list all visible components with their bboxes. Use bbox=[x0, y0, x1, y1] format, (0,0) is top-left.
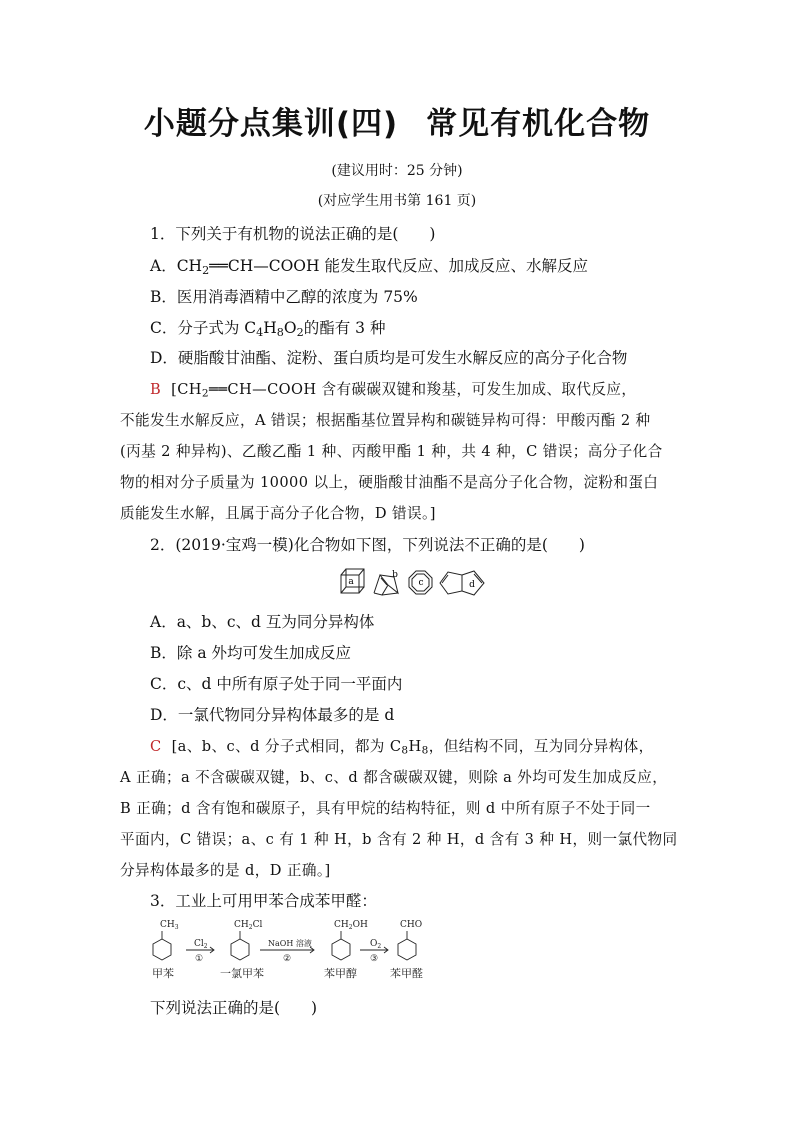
q2-explanation-line-1: C [a、b、c、d 分子式相同，都为 $C_8H_8$，但结构不同，互为同分异构体， bbox=[150, 738, 654, 757]
svg-text:苯甲醛: 苯甲醛 bbox=[390, 967, 423, 980]
q2-explanation-line-4: 平面内，C 错误；a、c 有 1 种 H，b 含有 2 种 H，d 含有 3 种 H，则一氯代物同 bbox=[120, 831, 678, 848]
q1-answer: B bbox=[150, 381, 162, 398]
svg-text:③: ③ bbox=[370, 954, 379, 964]
svg-text:苯甲醇: 苯甲醇 bbox=[324, 967, 357, 980]
q2-answer: C bbox=[150, 738, 162, 755]
svg-text:②: ② bbox=[283, 954, 292, 964]
label-c: c bbox=[418, 578, 424, 588]
time-note: (建议用时：25 分钟) bbox=[331, 163, 463, 179]
svg-text:CH2OH: $CH_2OH$ bbox=[334, 920, 368, 931]
q2-structures-figure bbox=[336, 563, 488, 603]
q1-explanation-line-3: (丙基 2 种异构)、乙酸乙酯 1 种、丙酸甲酯 1 种，共 4 种，C 错误；高分子化合 bbox=[120, 443, 663, 460]
svg-text:甲苯: 甲苯 bbox=[152, 967, 174, 980]
q2-option-b: B．除 a 外均可发生加成反应 bbox=[150, 644, 351, 662]
label-b: b bbox=[392, 570, 398, 580]
q2-explanation-line-2: A 正确；a 不含碳碳双键，b、c、d 都含碳碳双键，则除 a 外均可发生加成反应， bbox=[120, 769, 668, 786]
page-title bbox=[0, 98, 794, 143]
q1-option-c: C．分子式为 $C_4H_8O_2$的酯有 3 种 bbox=[150, 319, 386, 339]
svg-text:NaOH 溶液: NaOH 溶液 bbox=[268, 939, 312, 948]
label-a: a bbox=[348, 577, 354, 587]
svg-text:CH2Cl: $CH_2Cl$ bbox=[234, 920, 263, 931]
svg-text:CHO: CHO bbox=[400, 920, 423, 930]
q2-explanation-line-5: 分异构体最多的是 d，D 正确。] bbox=[120, 862, 331, 879]
svg-text:CH3: $CH_3$ bbox=[160, 920, 179, 931]
q2-explanation-line-3: B 正确；d 含有饱和碳原子，具有甲烷的结构特征，则 d 中所有原子不处于同一 bbox=[120, 800, 651, 817]
label-d: d bbox=[469, 580, 475, 590]
svg-text:Cl2: $Cl_2$ bbox=[194, 939, 208, 950]
svg-text:①: ① bbox=[195, 954, 204, 964]
structure-d bbox=[440, 571, 484, 595]
q1-option-d: D．硬脂酸甘油酯、淀粉、蛋白质均是可发生水解反应的高分子化合物 bbox=[150, 349, 628, 367]
q3-synthesis-scheme bbox=[148, 915, 448, 987]
q1-explanation-line-5: 质能发生水解，且属于高分子化合物，D 错误。] bbox=[120, 505, 436, 522]
q1-option-a: A．$CH_2══CH—COOH$ 能发生取代反应、加成反应、水解反应 bbox=[150, 257, 588, 277]
svg-text:一氯甲苯: 一氯甲苯 bbox=[220, 967, 264, 980]
q2-option-d: D．一氯代物同分异构体最多的是 d bbox=[150, 706, 395, 724]
title-sub: 常见有机化合物 bbox=[426, 106, 651, 142]
title-main: 小题分点集训(四) bbox=[143, 106, 399, 142]
q1-explanation-line-2: 不能发生水解反应，A 错误；根据酯基位置异构和碳链异构可得：甲酸丙酯 2 种 bbox=[120, 412, 651, 429]
q1-explanation-line-4: 物的相对分子质量为 10000 以上，硬脂酸甘油酯不是高分子化合物，淀粉和蛋白 bbox=[120, 474, 659, 491]
q3-stem: 3．工业上可用甲苯合成苯甲醛： bbox=[150, 892, 377, 910]
q1-stem: 1．下列关于有机物的说法正确的是( ) bbox=[150, 225, 436, 243]
page-reference: (对应学生用书第 161 页) bbox=[317, 193, 477, 209]
q3-question: 下列说法正确的是( ) bbox=[150, 999, 318, 1017]
q1-explanation-line-1: B [$CH_2══CH—COOH$ 含有碳碳双键和羧基，可发生加成、取代反应， bbox=[150, 381, 637, 400]
svg-text:O2: $O_2$ bbox=[370, 939, 382, 950]
q2-stem: 2．(2019·宝鸡一模)化合物如下图，下列说法不正确的是( ) bbox=[150, 536, 585, 554]
q2-option-a: A．a、b、c、d 互为同分异构体 bbox=[150, 613, 375, 631]
q1-option-b: B．医用消毒酒精中乙醇的浓度为 75% bbox=[150, 288, 418, 306]
q2-option-c: C．c、d 中所有原子处于同一平面内 bbox=[150, 675, 403, 693]
